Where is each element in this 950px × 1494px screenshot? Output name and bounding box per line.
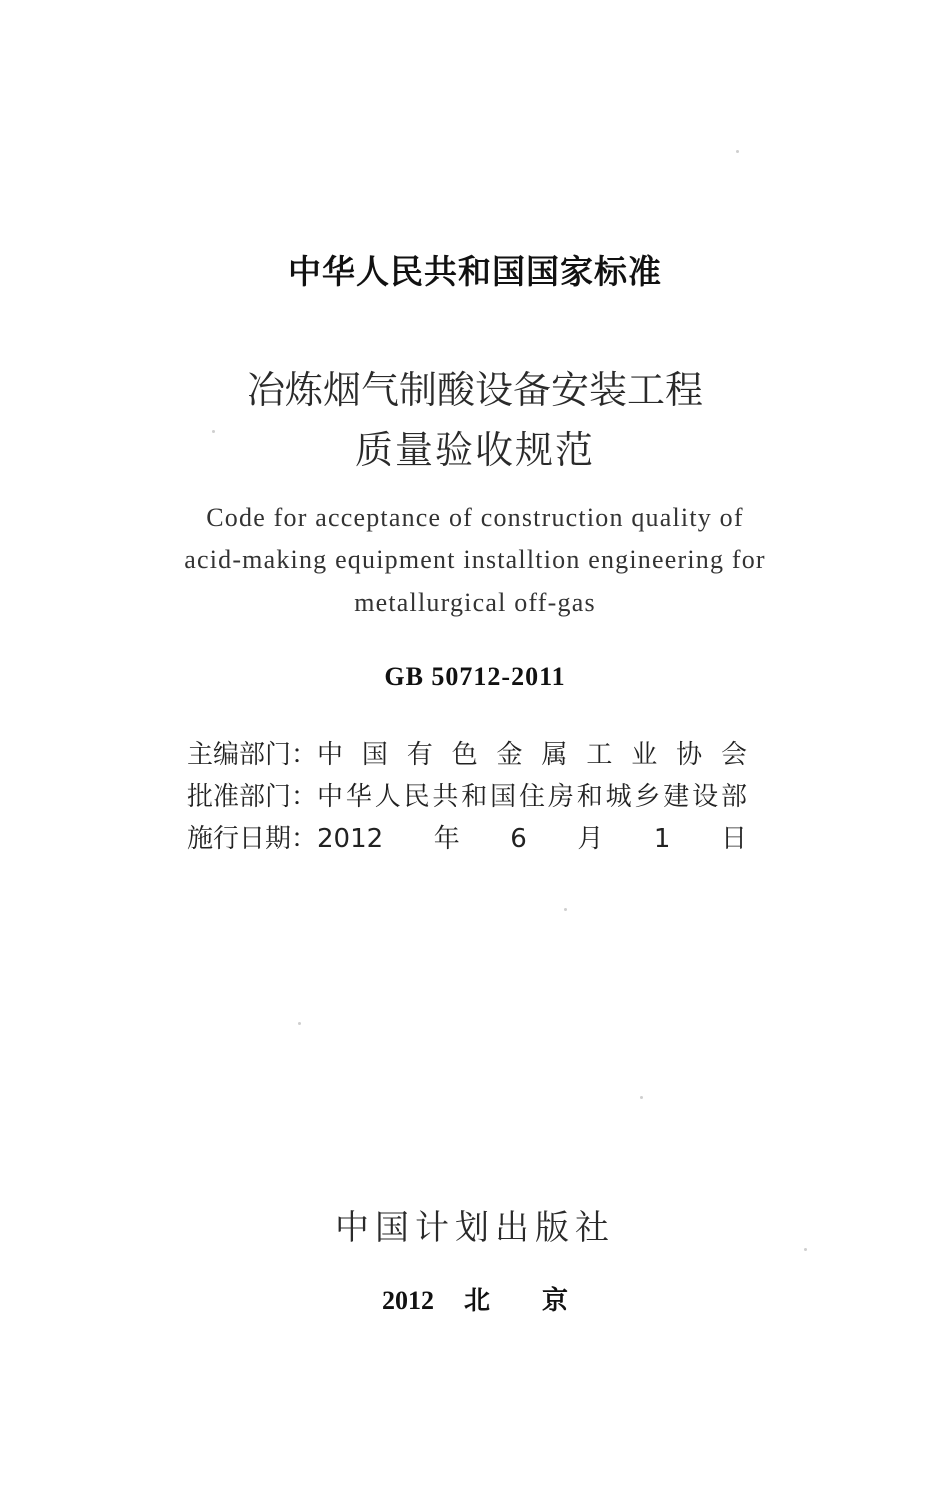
approver-row (187, 776, 747, 813)
effective-date-value: 2012年6月1日 (317, 824, 747, 854)
scan-speck (564, 908, 567, 911)
english-title-line-2: acid-making equipment installtion engineering for (184, 545, 766, 574)
standard-code: GB 50712-2011 (384, 662, 566, 691)
approver-value: 中华人民共和国住房和城乡建设部 (317, 782, 747, 812)
scan-speck (736, 150, 739, 153)
national-standard-heading: 中华人民共和国国家标准 (288, 252, 662, 291)
effective-date-label: 施行日期： (187, 824, 318, 854)
scan-speck (212, 430, 215, 433)
chinese-title-line-1: 冶炼烟气制酸设备安装工程 (246, 368, 703, 412)
editor-label: 主编部门： (187, 740, 318, 770)
publication-place-line (0, 1280, 950, 1317)
english-title-line-3: metallurgical off-gas (354, 588, 596, 617)
publisher-name: 中国计划出版社 (335, 1208, 615, 1248)
publication-year: 2012 (381, 1286, 434, 1315)
editor-row (187, 734, 747, 771)
effective-date-row (187, 818, 747, 855)
scan-speck (298, 1022, 301, 1025)
editor-value: 中国有色金属工业协会 (317, 740, 747, 770)
approver-label: 批准部门： (187, 782, 318, 812)
english-title-line-1: Code for acceptance of construction quality of (206, 503, 744, 532)
scan-speck (804, 1248, 807, 1251)
scan-speck (640, 1096, 643, 1099)
publication-city: 北 京 (463, 1286, 569, 1315)
chinese-title-line-2: 质量验收规范 (354, 428, 595, 472)
